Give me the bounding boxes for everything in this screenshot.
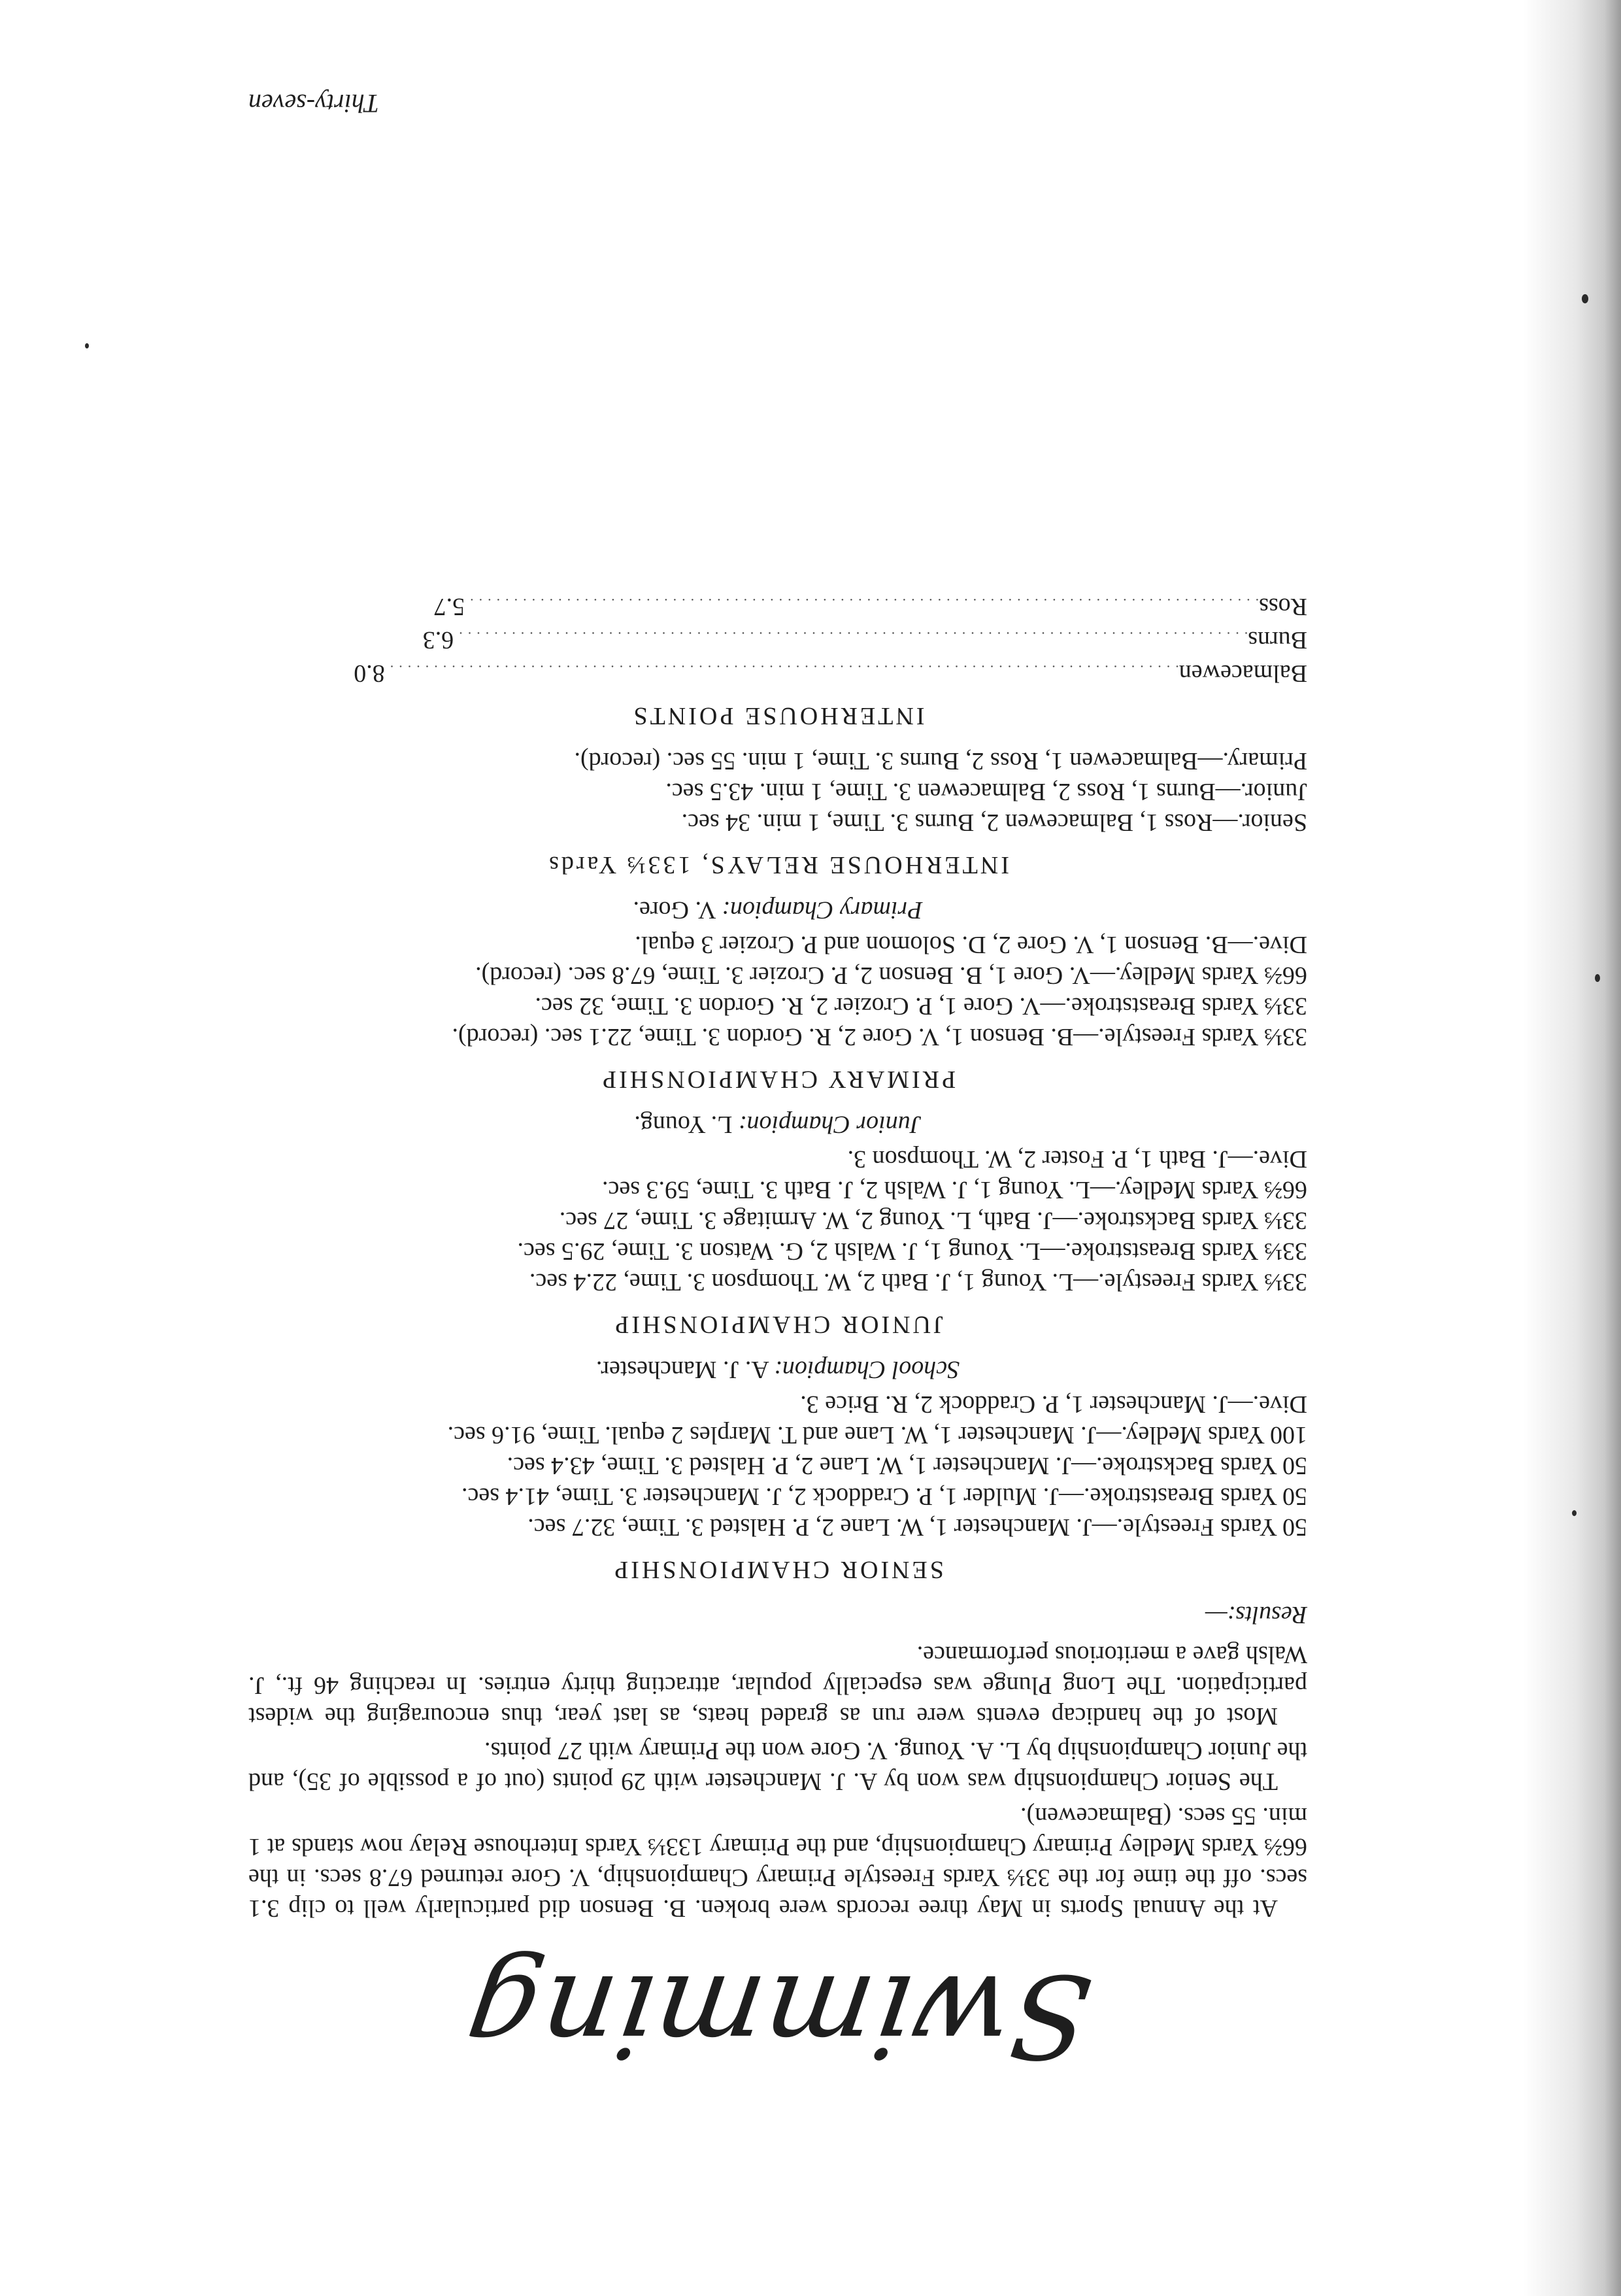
section-heading-relays: INTERHOUSE RELAYS, 133⅓ Yards [546, 851, 1009, 879]
champion-name: V. Gore. [633, 896, 716, 924]
page-title: Swimming [456, 1949, 1099, 2082]
page-number: Thirty-seven [248, 89, 379, 118]
intro-paragraph: Most of the handicap events were run as graded heats, as last year, thus encouraging the widest participation. The Long Plunge was especially popular, attracting thirty entries. In reaching 46 ft., J. Walsh gave a meritorious performance. [248, 1641, 1307, 1730]
leader-dots: .......................................................................................... [465, 596, 1260, 612]
result-entry: Dive.—B. Benson 1, V. Gore 2, D. Solomon and P. Crozier 3 equal. [635, 931, 1307, 958]
result-entry: Senior.—Ross 1, Balmacewen 2, Burns 3. Time, 1 min. 34 sec. [681, 809, 1307, 836]
intro-paragraph: The Senior Championship was won by A. J. Manchester with 29 points (out of a possible of 35), and the Junior Championship by L. A. Young. V. Gore won the Primary with 27 points. [248, 1737, 1307, 1795]
result-entry: 66⅔ Yards Medley.—V. Gore 1, B. Benson 2, P. Crozier 3. Time, 67.8 sec. (record). [475, 962, 1307, 989]
result-entry: 33⅓ Yards Freestyle.—B. Benson 1, V. Gore 2, R. Gordon 3. Time, 22.1 sec. (record). [452, 1023, 1307, 1051]
section-heading-primary: PRIMARY CHAMPIONSHIP [599, 1066, 956, 1093]
champion-label: School Champion: [774, 1356, 960, 1383]
result-entry: 50 Yards Freestyle.—J. Manchester 1, W. Lane 2, P. Halsted 3. Time, 32.7 sec. [527, 1513, 1307, 1541]
result-entry: Dive.—J. Bath 1, P. Foster 2, W. Thompson 3. [847, 1145, 1307, 1173]
section-heading-junior: JUNIOR CHAMPIONSHIP [612, 1311, 943, 1338]
result-entry: Dive.—J. Manchester 1, P. Craddock 2, R. Brice 3. [800, 1391, 1307, 1418]
intro-paragraph: At the Annual Sports in May three records were broken. B. Benson did particularly well to clip 3.1 secs. off the time for the 33⅓ Yards Freestyle Primary Championship, V. Gore returned 67.8 secs. in the 66⅔ Yards Medley Primary Championship, and the Primary 133⅓ Yards Interhouse Relay now stands at 1 min. 55 secs. (Balmacewen). [248, 1802, 1307, 1922]
house-name: Ross [1259, 593, 1307, 620]
result-entry: 33⅓ Yards Freestyle.—L. Young 1, J. Bath 2, W. Thompson 3. Time, 22.4 sec. [529, 1268, 1307, 1296]
champion-line [248, 1109, 1307, 1140]
leader-dots: .......................................................................................... [454, 629, 1248, 645]
result-entry: Primary.—Balmacewen 1, Ross 2, Burns 3. Time, 1 min. 55 sec. (record). [574, 747, 1307, 775]
result-entry: 33⅓ Yards Breaststroke.—V. Gore 1, P. Crozier 2, R. Gordon 3. Time, 32 sec. [535, 992, 1307, 1020]
section-heading-points: INTERHOUSE POINTS [631, 702, 925, 730]
house-points: 8.0 [354, 660, 385, 687]
section-heading-senior: SENIOR CHAMPIONSHIP [612, 1556, 944, 1583]
result-entry: 33⅓ Yards Breaststroke.—L. Young 1, J. Walsh 2, G. Watson 3. Time, 29.5 sec. [517, 1238, 1307, 1265]
champion-line [248, 1354, 1307, 1385]
champion-line [248, 894, 1307, 925]
champion-label: Junior Champion: [738, 1111, 922, 1138]
points-row [354, 655, 1307, 688]
champion-label: Primary Champion: [722, 896, 923, 924]
house-name: Burns [1248, 626, 1307, 654]
page-content [248, 588, 1307, 2080]
results-label: Results:— [1205, 1601, 1307, 1629]
points-row [422, 622, 1307, 655]
champion-name: A. J. Manchester. [595, 1356, 769, 1383]
result-entry: 50 Yards Breaststroke.—J. Mulder 1, P. Craddock 2, J. Manchester 3. Time, 41.4 sec. [461, 1483, 1307, 1510]
house-name: Balmacewen [1178, 660, 1307, 687]
points-row [433, 588, 1307, 622]
house-points: 6.3 [422, 626, 454, 654]
house-points: 5.7 [433, 593, 465, 620]
leader-dots: .......................................................................................... [384, 662, 1179, 679]
champion-name: L. Young. [634, 1111, 733, 1138]
result-entry: Junior.—Burns 1, Ross 2, Balmacewen 3. Time, 1 min. 43.5 sec. [665, 778, 1307, 805]
result-entry: 66⅔ Yards Medley.—L. Young 1, J. Walsh 2, J. Bath 3. Time, 59.3 sec. [602, 1176, 1307, 1204]
result-entry: 33⅓ Yards Backstroke.—J. Bath, L. Young 2, W. Armitage 3. Time, 27 sec. [559, 1207, 1307, 1234]
result-entry: 100 Yards Medley.—J. Manchester 1, W. Lane and T. Marples 2 equal. Time, 91.6 sec. [447, 1421, 1307, 1449]
result-entry: 50 Yards Backstroke.—J. Manchester 1, W. Lane 2, P. Halsted 3. Time, 43.4 sec. [507, 1452, 1307, 1479]
points-table [354, 588, 1307, 688]
